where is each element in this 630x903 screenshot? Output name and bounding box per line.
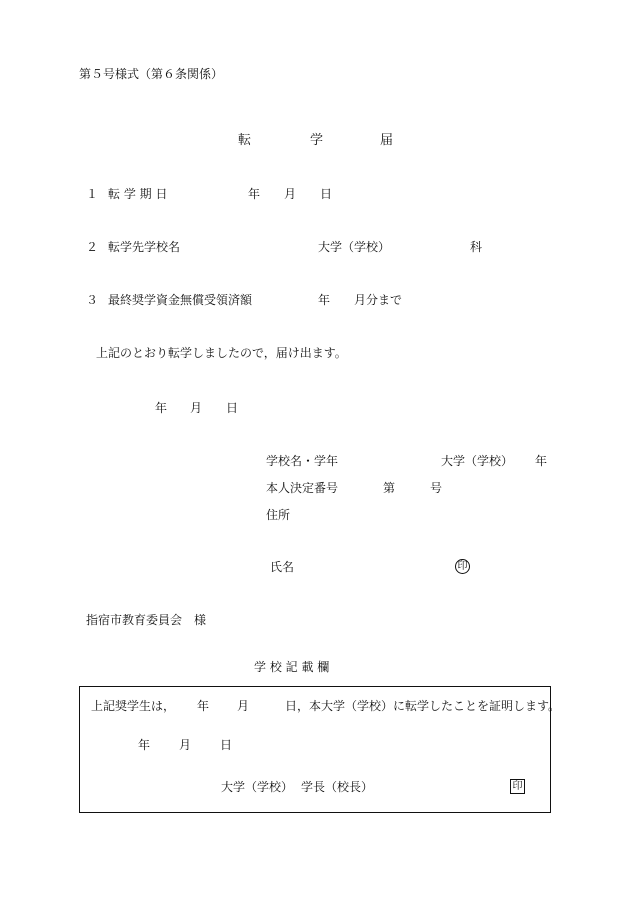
date-month: 月 xyxy=(190,401,203,415)
id-prefix: 第 xyxy=(383,481,396,495)
id-number-label: 本人決定番号 xyxy=(266,481,339,495)
cert-date-day: 日 xyxy=(220,738,233,752)
grade-suffix: 年 xyxy=(535,454,548,468)
school-certification-box xyxy=(79,686,561,813)
field-month-until: 月分まで xyxy=(354,293,403,307)
seal-mark: 印 xyxy=(510,779,525,794)
item-label: 転学先学校名 xyxy=(108,240,181,254)
cert-date-month: 月 xyxy=(179,738,192,752)
cert-date-year: 年 xyxy=(138,738,151,752)
addressee: 指宿市教育委員会 様 xyxy=(86,613,207,627)
school-suffix: 大学（学校） xyxy=(441,454,514,468)
item-number: １ xyxy=(86,187,99,201)
name-label: 氏名 xyxy=(270,560,295,574)
cert-month: 月 xyxy=(237,699,250,713)
item-number: ３ xyxy=(86,293,99,307)
title-char-3: 届 xyxy=(380,133,394,148)
title-char-2: 学 xyxy=(310,133,324,148)
field-month: 月 xyxy=(284,187,297,201)
school-grade-label: 学校名・学年 xyxy=(266,454,339,468)
applicant-seal-icon xyxy=(455,559,470,574)
item-label: 最終奨学資金無償受領済額 xyxy=(108,293,253,307)
item-label: 転 学 期 日 xyxy=(108,187,168,201)
field-year: 年 xyxy=(318,293,331,307)
school-seal-icon xyxy=(510,779,525,794)
field-year: 年 xyxy=(248,187,261,201)
statement: 上記のとおり転学しましたので，届け出ます。 xyxy=(96,346,347,360)
field-university: 大学（学校） xyxy=(318,240,391,254)
address-label: 住所 xyxy=(266,508,291,522)
field-day: 日 xyxy=(320,187,333,201)
field-department: 科 xyxy=(470,240,483,254)
title-char-1: 転 xyxy=(238,133,252,148)
cert-intro: 上記奨学生は， xyxy=(91,699,176,713)
id-suffix: 号 xyxy=(430,481,443,495)
form-number: 第５号様式（第６条関係） xyxy=(79,67,224,81)
seal-mark: 印 xyxy=(455,559,470,574)
date-year: 年 xyxy=(155,401,168,415)
item-number: ２ xyxy=(86,240,99,254)
cert-school-label: 大学（学校） xyxy=(221,780,294,794)
date-day: 日 xyxy=(226,401,239,415)
school-section-heading: 学 校 記 載 欄 xyxy=(254,660,330,674)
cert-statement: 日，本大学（学校）に転学したことを証明します。 xyxy=(285,699,561,713)
cert-year: 年 xyxy=(197,699,210,713)
cert-head-label: 学長（校長） xyxy=(301,780,374,794)
